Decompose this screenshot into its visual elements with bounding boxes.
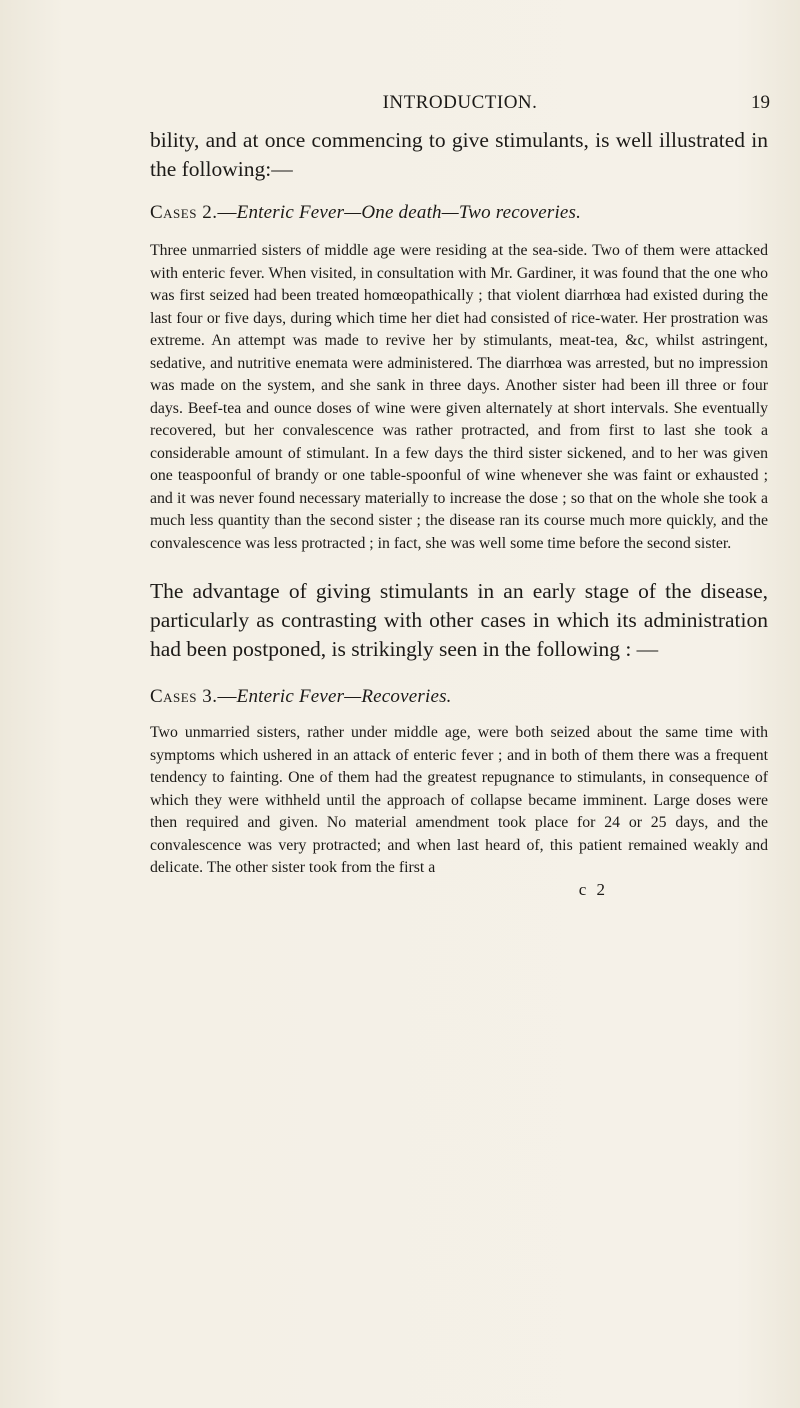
case-3-paragraph: Two unmarried sisters, rather under middle age, were both seized about the same time with symptoms which ushered in an attack of enteric fever ; and in both of them there was a frequent tendency to fainting. One of them had the greatest repugnance to stimulants, in consequence of which they were withheld until the approach of collapse became imminent. Large doses were then required and given. No material amendment took place for 24 or 25 days, and the convalescence was very protracted; and when last heard of, this patient remained weakly and delicate. The other sister took from the first a bbox=[150, 724, 768, 876]
page-number: 19 bbox=[751, 92, 770, 113]
case-3-label: Cases 3. bbox=[150, 686, 218, 707]
intro-paragraph: bility, and at once commencing to give stimulants, is well illustrated in the following:— bbox=[150, 128, 768, 181]
case-3-heading bbox=[150, 686, 768, 708]
signature-mark: c 2 bbox=[578, 879, 608, 899]
page-content bbox=[150, 126, 768, 900]
case-2-paragraph: Three unmarried sisters of middle age were residing at the sea-side. Two of them were attacked with enteric fever. When visited, in consultation with Mr. Gardiner, it was found that the one who was first seized had been treated homœopathically ; that violent diarrhœa had existed during the last four or five days, during which time her diet had consisted of rice-water. Her prostration was extreme. An attempt was made to revive her by stimulants, meat-tea, &c, whilst astringent, sedative, and nutritive enemata were administered. The diarrhœa was arrested, but no impression was made on the system, and she sank in three days. Another sister had been ill three or four days. Beef-tea and ounce doses of wine were given alternately at short intervals. She eventually recovered, but her convalescence was rather protracted, and from first to last she took a considerable amount of stimulant. In a few days the third sister sickened, and to her was given one teaspoonful of brandy or one table-spoonful of wine whenever she was faint or exhausted ; and it was never found necessary materially to increase the dose ; so that on the whole she took a much less quantity than the second sister ; the disease ran its course much more quickly, and the convalescence was less protracted ; in fact, she was well some time before the second sister. bbox=[150, 242, 768, 552]
case-2-label: Cases 2. bbox=[150, 202, 218, 223]
case-2-dash: — bbox=[217, 202, 237, 223]
case-2-heading bbox=[150, 202, 768, 224]
advantage-paragraph: The advantage of giving stimulants in an early stage of the disease, particularly as contrasting with other cases in which its administration had been postponed, is strikingly seen in the following : — bbox=[150, 579, 768, 661]
case-3-title: Enteric Fever—Recoveries. bbox=[236, 686, 452, 707]
running-head bbox=[150, 92, 770, 118]
running-title: INTRODUCTION. bbox=[382, 92, 538, 113]
case-3-dash: — bbox=[217, 686, 237, 707]
case-2-title: Enteric Fever—One death—Two recoveries. bbox=[236, 202, 582, 223]
